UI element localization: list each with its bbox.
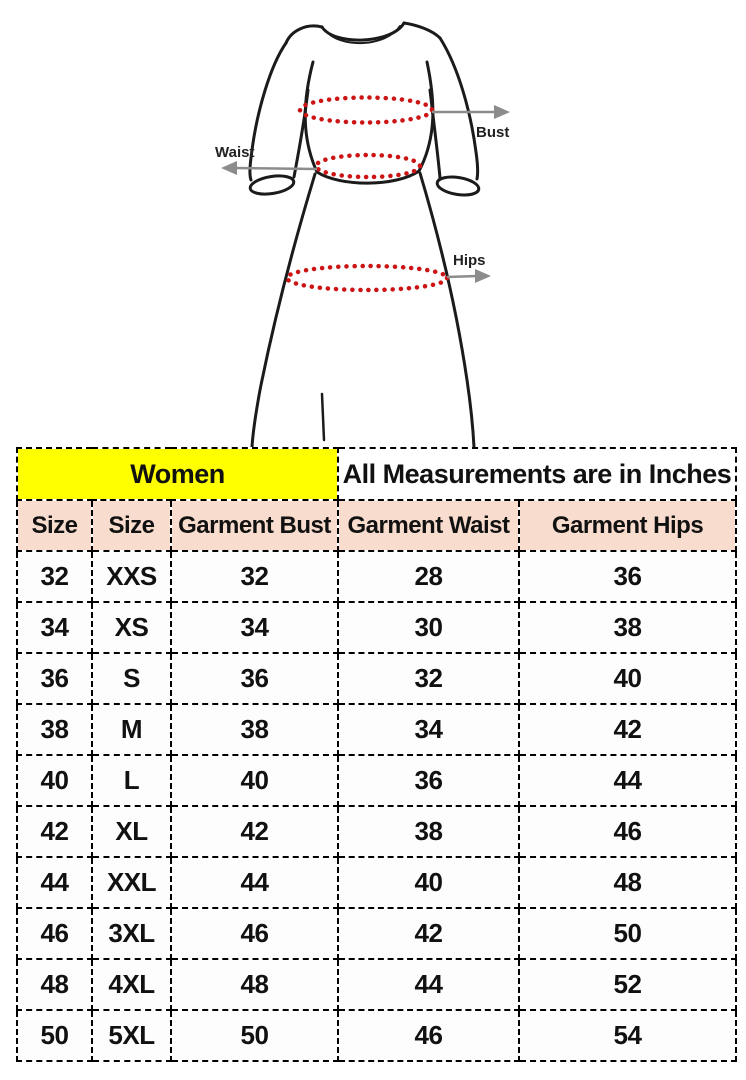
size-value-cell: XS <box>92 602 171 653</box>
size-value-cell: XXS <box>92 551 171 602</box>
table-row <box>17 551 736 602</box>
waist-measure-ellipse <box>316 155 420 177</box>
table-row <box>17 1010 736 1061</box>
table-row <box>17 704 736 755</box>
waist-label: Waist <box>215 144 255 161</box>
size-value-cell: 40 <box>17 755 92 806</box>
size-value-cell: 40 <box>338 857 519 908</box>
size-value-cell: 50 <box>17 1010 92 1061</box>
column-header: Size <box>17 500 92 551</box>
size-value-cell: 5XL <box>92 1010 171 1061</box>
size-value-cell: 28 <box>338 551 519 602</box>
size-value-cell: 36 <box>171 653 338 704</box>
size-value-cell: 40 <box>171 755 338 806</box>
table-title-row <box>17 448 736 500</box>
size-value-cell: 46 <box>519 806 736 857</box>
size-value-cell: 36 <box>338 755 519 806</box>
size-value-cell: 46 <box>338 1010 519 1061</box>
size-value-cell: L <box>92 755 171 806</box>
size-value-cell: S <box>92 653 171 704</box>
table-title-women: Women <box>17 448 338 500</box>
column-header: Garment Bust <box>171 500 338 551</box>
table-row <box>17 908 736 959</box>
size-value-cell: 32 <box>338 653 519 704</box>
table-row <box>17 755 736 806</box>
column-header: Garment Waist <box>338 500 519 551</box>
dress-outline-drawing <box>0 0 746 447</box>
size-value-cell: 52 <box>519 959 736 1010</box>
dress-measurement-diagram <box>0 0 746 447</box>
size-value-cell: XL <box>92 806 171 857</box>
size-value-cell: 34 <box>171 602 338 653</box>
size-value-cell: 48 <box>171 959 338 1010</box>
waist-arrow <box>221 161 317 175</box>
table-row <box>17 653 736 704</box>
size-value-cell: 42 <box>519 704 736 755</box>
size-value-cell: 4XL <box>92 959 171 1010</box>
column-header: Size <box>92 500 171 551</box>
size-value-cell: 48 <box>519 857 736 908</box>
size-value-cell: 42 <box>338 908 519 959</box>
size-table <box>16 447 737 1062</box>
table-row <box>17 959 736 1010</box>
size-value-cell: 32 <box>171 551 338 602</box>
size-value-cell: 36 <box>519 551 736 602</box>
size-value-cell: 44 <box>519 755 736 806</box>
size-value-cell: 40 <box>519 653 736 704</box>
table-row <box>17 602 736 653</box>
size-value-cell: 38 <box>338 806 519 857</box>
size-value-cell: 44 <box>17 857 92 908</box>
size-value-cell: 38 <box>171 704 338 755</box>
size-value-cell: 34 <box>338 704 519 755</box>
hips-measure-ellipse <box>287 266 447 290</box>
table-row <box>17 806 736 857</box>
size-value-cell: 44 <box>338 959 519 1010</box>
size-value-cell: 38 <box>17 704 92 755</box>
bust-measure-ellipse <box>300 98 432 123</box>
size-value-cell: 36 <box>17 653 92 704</box>
size-value-cell: 34 <box>17 602 92 653</box>
column-header: Garment Hips <box>519 500 736 551</box>
table-title-units: All Measurements are in Inches <box>338 448 736 500</box>
size-value-cell: XXL <box>92 857 171 908</box>
size-value-cell: 42 <box>171 806 338 857</box>
size-value-cell: M <box>92 704 171 755</box>
size-value-cell: 46 <box>17 908 92 959</box>
hips-label: Hips <box>453 252 486 269</box>
hips-arrow <box>447 269 491 283</box>
bust-label: Bust <box>476 124 510 141</box>
size-value-cell: 48 <box>17 959 92 1010</box>
size-value-cell: 46 <box>171 908 338 959</box>
size-value-cell: 30 <box>338 602 519 653</box>
size-value-cell: 50 <box>171 1010 338 1061</box>
table-row <box>17 857 736 908</box>
size-value-cell: 32 <box>17 551 92 602</box>
size-value-cell: 50 <box>519 908 736 959</box>
size-value-cell: 42 <box>17 806 92 857</box>
size-value-cell: 38 <box>519 602 736 653</box>
size-value-cell: 3XL <box>92 908 171 959</box>
table-column-header-row <box>17 500 736 551</box>
size-value-cell: 54 <box>519 1010 736 1061</box>
size-value-cell: 44 <box>171 857 338 908</box>
